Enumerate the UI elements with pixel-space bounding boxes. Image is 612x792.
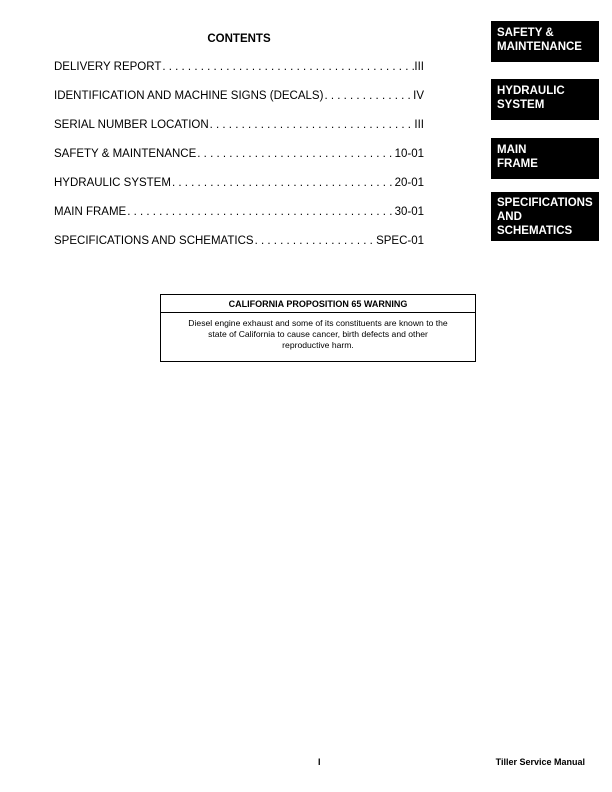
warning-line: state of California to cause cancer, birth defects and other bbox=[208, 329, 428, 339]
toc-leader-dots bbox=[209, 119, 415, 131]
warning-title: CALIFORNIA PROPOSITION 65 WARNING bbox=[161, 295, 475, 313]
prop65-warning-box bbox=[160, 294, 476, 362]
toc-entry-label: DELIVERY REPORT bbox=[54, 61, 162, 73]
tab-label-line: SAFETY & bbox=[497, 27, 554, 39]
toc-entry-delivery-report[interactable] bbox=[54, 61, 424, 90]
toc-entry-label: HYDRAULIC SYSTEM bbox=[54, 177, 171, 189]
toc-entry-label: SERIAL NUMBER LOCATION bbox=[54, 119, 209, 131]
page-number: I bbox=[318, 757, 321, 767]
toc-entry-label: IDENTIFICATION AND MACHINE SIGNS (DECALS) bbox=[54, 90, 324, 102]
toc-entry-hydraulic[interactable] bbox=[54, 177, 424, 206]
tab-hydraulic-system[interactable] bbox=[491, 79, 599, 120]
toc-entry-page: 20-01 bbox=[394, 177, 424, 189]
contents-heading: CONTENTS bbox=[207, 33, 271, 45]
toc-entry-page: SPEC-01 bbox=[376, 235, 424, 247]
toc-entry-page: III bbox=[414, 119, 424, 131]
tab-label-line: MAIN bbox=[497, 144, 527, 156]
toc-entry-page: 30-01 bbox=[394, 206, 424, 218]
toc-leader-dots bbox=[126, 206, 394, 218]
toc-entry-page: 10-01 bbox=[394, 148, 424, 160]
toc-entry-label: SAFETY & MAINTENANCE bbox=[54, 148, 197, 160]
table-of-contents bbox=[54, 61, 424, 264]
tab-label-line: SYSTEM bbox=[497, 99, 545, 111]
toc-leader-dots bbox=[171, 177, 395, 189]
toc-entry-serial-number[interactable] bbox=[54, 119, 424, 148]
warning-line: Diesel engine exhaust and some of its constituents are known to the bbox=[188, 318, 448, 328]
toc-leader-dots bbox=[196, 148, 394, 160]
tab-safety-maintenance[interactable] bbox=[491, 21, 599, 62]
toc-entry-page: IV bbox=[413, 90, 424, 102]
warning-line: reproductive harm. bbox=[282, 340, 354, 350]
tab-label-line: SCHEMATICS bbox=[497, 225, 573, 237]
tab-label-line: MAINTENANCE bbox=[497, 41, 582, 53]
toc-entry-specifications[interactable] bbox=[54, 235, 424, 264]
toc-leader-dots bbox=[323, 90, 413, 102]
toc-leader-dots bbox=[161, 61, 414, 73]
tab-label-line: AND bbox=[497, 211, 522, 223]
toc-entry-label: MAIN FRAME bbox=[54, 206, 127, 218]
toc-entry-safety[interactable] bbox=[54, 148, 424, 177]
toc-leader-dots bbox=[254, 235, 376, 247]
tab-label-line: SPECIFICATIONS bbox=[497, 197, 593, 209]
tab-label-line: FRAME bbox=[497, 158, 538, 170]
toc-entry-page: III bbox=[414, 61, 424, 73]
toc-entry-main-frame[interactable] bbox=[54, 206, 424, 235]
tab-specifications-schematics[interactable] bbox=[491, 192, 599, 241]
tab-label-line: HYDRAULIC bbox=[497, 85, 565, 97]
warning-body bbox=[161, 313, 475, 351]
tab-main-frame[interactable] bbox=[491, 138, 599, 179]
toc-entry-identification[interactable] bbox=[54, 90, 424, 119]
manual-title: Tiller Service Manual bbox=[495, 757, 585, 767]
toc-entry-label: SPECIFICATIONS AND SCHEMATICS bbox=[54, 235, 254, 247]
